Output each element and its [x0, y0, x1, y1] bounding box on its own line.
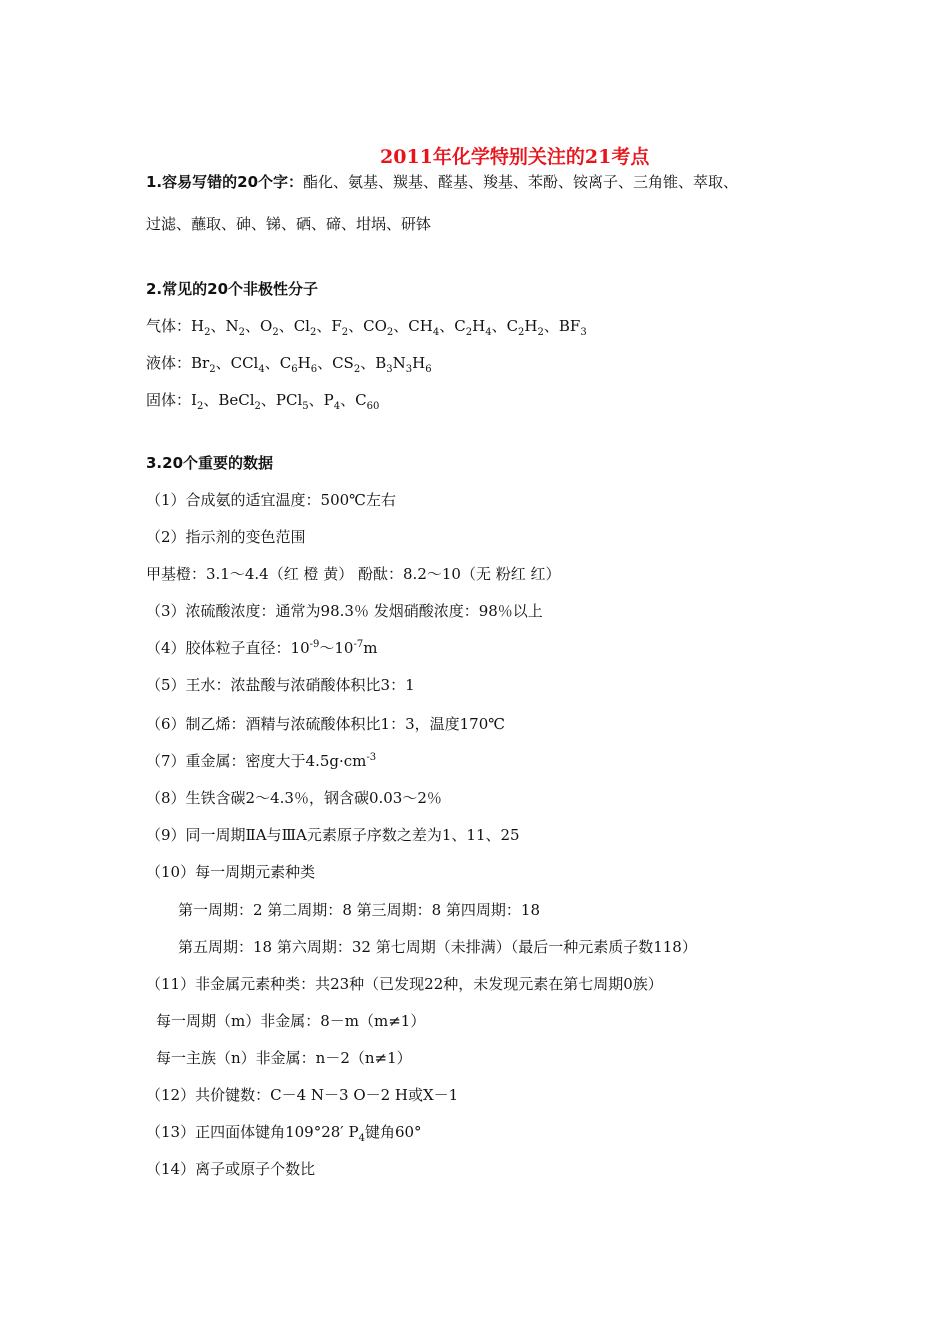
item-13: （13）正四面体键角109°28′ $P_4$键角60° — [146, 1123, 422, 1144]
item-14: （14）离子或原子个数比 — [146, 1160, 316, 1178]
item-11: （11）非金属元素种类：共23种（已发现22种，未发现元素在第七周期0族） — [146, 975, 663, 993]
solid-molecules: 固体：$I_2$、BeCl$_2$、PCl$_5$、$P_4$、$C_{60}$ — [146, 391, 380, 412]
item-10: （10）每一周期元素种类 — [146, 863, 316, 881]
item-3: （3）浓硫酸浓度：通常为98.3％ 发烟硝酸浓度：98％以上 — [146, 602, 543, 620]
liquid-label: 液体： — [146, 354, 192, 372]
document-title: 2011年化学特别关注的21考点 — [380, 146, 650, 168]
periods-row-1: 第一周期：2 第二周期：8 第三周期：8 第四周期：18 — [178, 901, 541, 919]
section-1-words-1: 酯化、氨基、羰基、醛基、羧基、苯酚、铵离子、三角锥、萃取、 — [303, 173, 739, 191]
section-1-line-1 — [146, 172, 738, 192]
liquid-molecules: 液体：$Br_2$、CCl$_4$、$C_6H_6$、$CS_2$、$B_3N_3H_6$ — [146, 354, 432, 375]
item-2: （2）指示剂的变色范围 — [146, 528, 306, 546]
section-2-heading: 2.常见的20个非极性分子 — [146, 280, 319, 298]
gas-molecules: 气体：$H_2$、$N_2$、$O_2$、$Cl_2$、$F_2$、$CO_2$、$CH_4$、$C_2H_4$、$C_2H_2$、$BF_3$ — [146, 317, 587, 338]
section-1-heading: 1.容易写错的20个字： — [146, 173, 304, 191]
item-11-period-rule: 每一周期（m）非金属：8－m（m≠1） — [156, 1012, 426, 1030]
item-5: （5）王水：浓盐酸与浓硝酸体积比3：1 — [146, 676, 415, 694]
item-12: （12）共价键数：C－4 N－3 O－2 H或X－1 — [146, 1086, 459, 1104]
item-4: （4）胶体粒子直径：$10^{-9}\sim 10^{-7}m$ — [146, 639, 378, 657]
item-7: （7）重金属：密度大于$4.5g\cdot cm^{-3}$ — [146, 752, 377, 770]
periods-row-2: 第五周期：18 第六周期：32 第七周期（未排满）（最后一种元素质子数118） — [178, 938, 697, 956]
item-6: （6）制乙烯：酒精与浓硫酸体积比1：3，温度170℃ — [146, 715, 506, 733]
indicator-ranges: 甲基橙：3.1～4.4（红 橙 黄） 酚酞：8.2～10（无 粉红 红） — [146, 565, 561, 583]
item-11-group-rule: 每一主族（n）非金属：n－2（n≠1） — [156, 1049, 412, 1067]
gas-label: 气体： — [146, 317, 192, 335]
item-8: （8）生铁含碳2～4.3％，钢含碳0.03～2％ — [146, 789, 442, 807]
item-1: （1）合成氨的适宜温度：500℃左右 — [146, 491, 396, 509]
solid-label: 固体： — [146, 391, 192, 409]
item-9: （9）同一周期ⅡA与ⅢA元素原子序数之差为1、11、25 — [146, 826, 520, 844]
section-1-words-2: 过滤、蘸取、砷、锑、硒、碲、坩埚、研钵 — [146, 215, 432, 233]
section-3-heading: 3.20个重要的数据 — [146, 454, 274, 472]
